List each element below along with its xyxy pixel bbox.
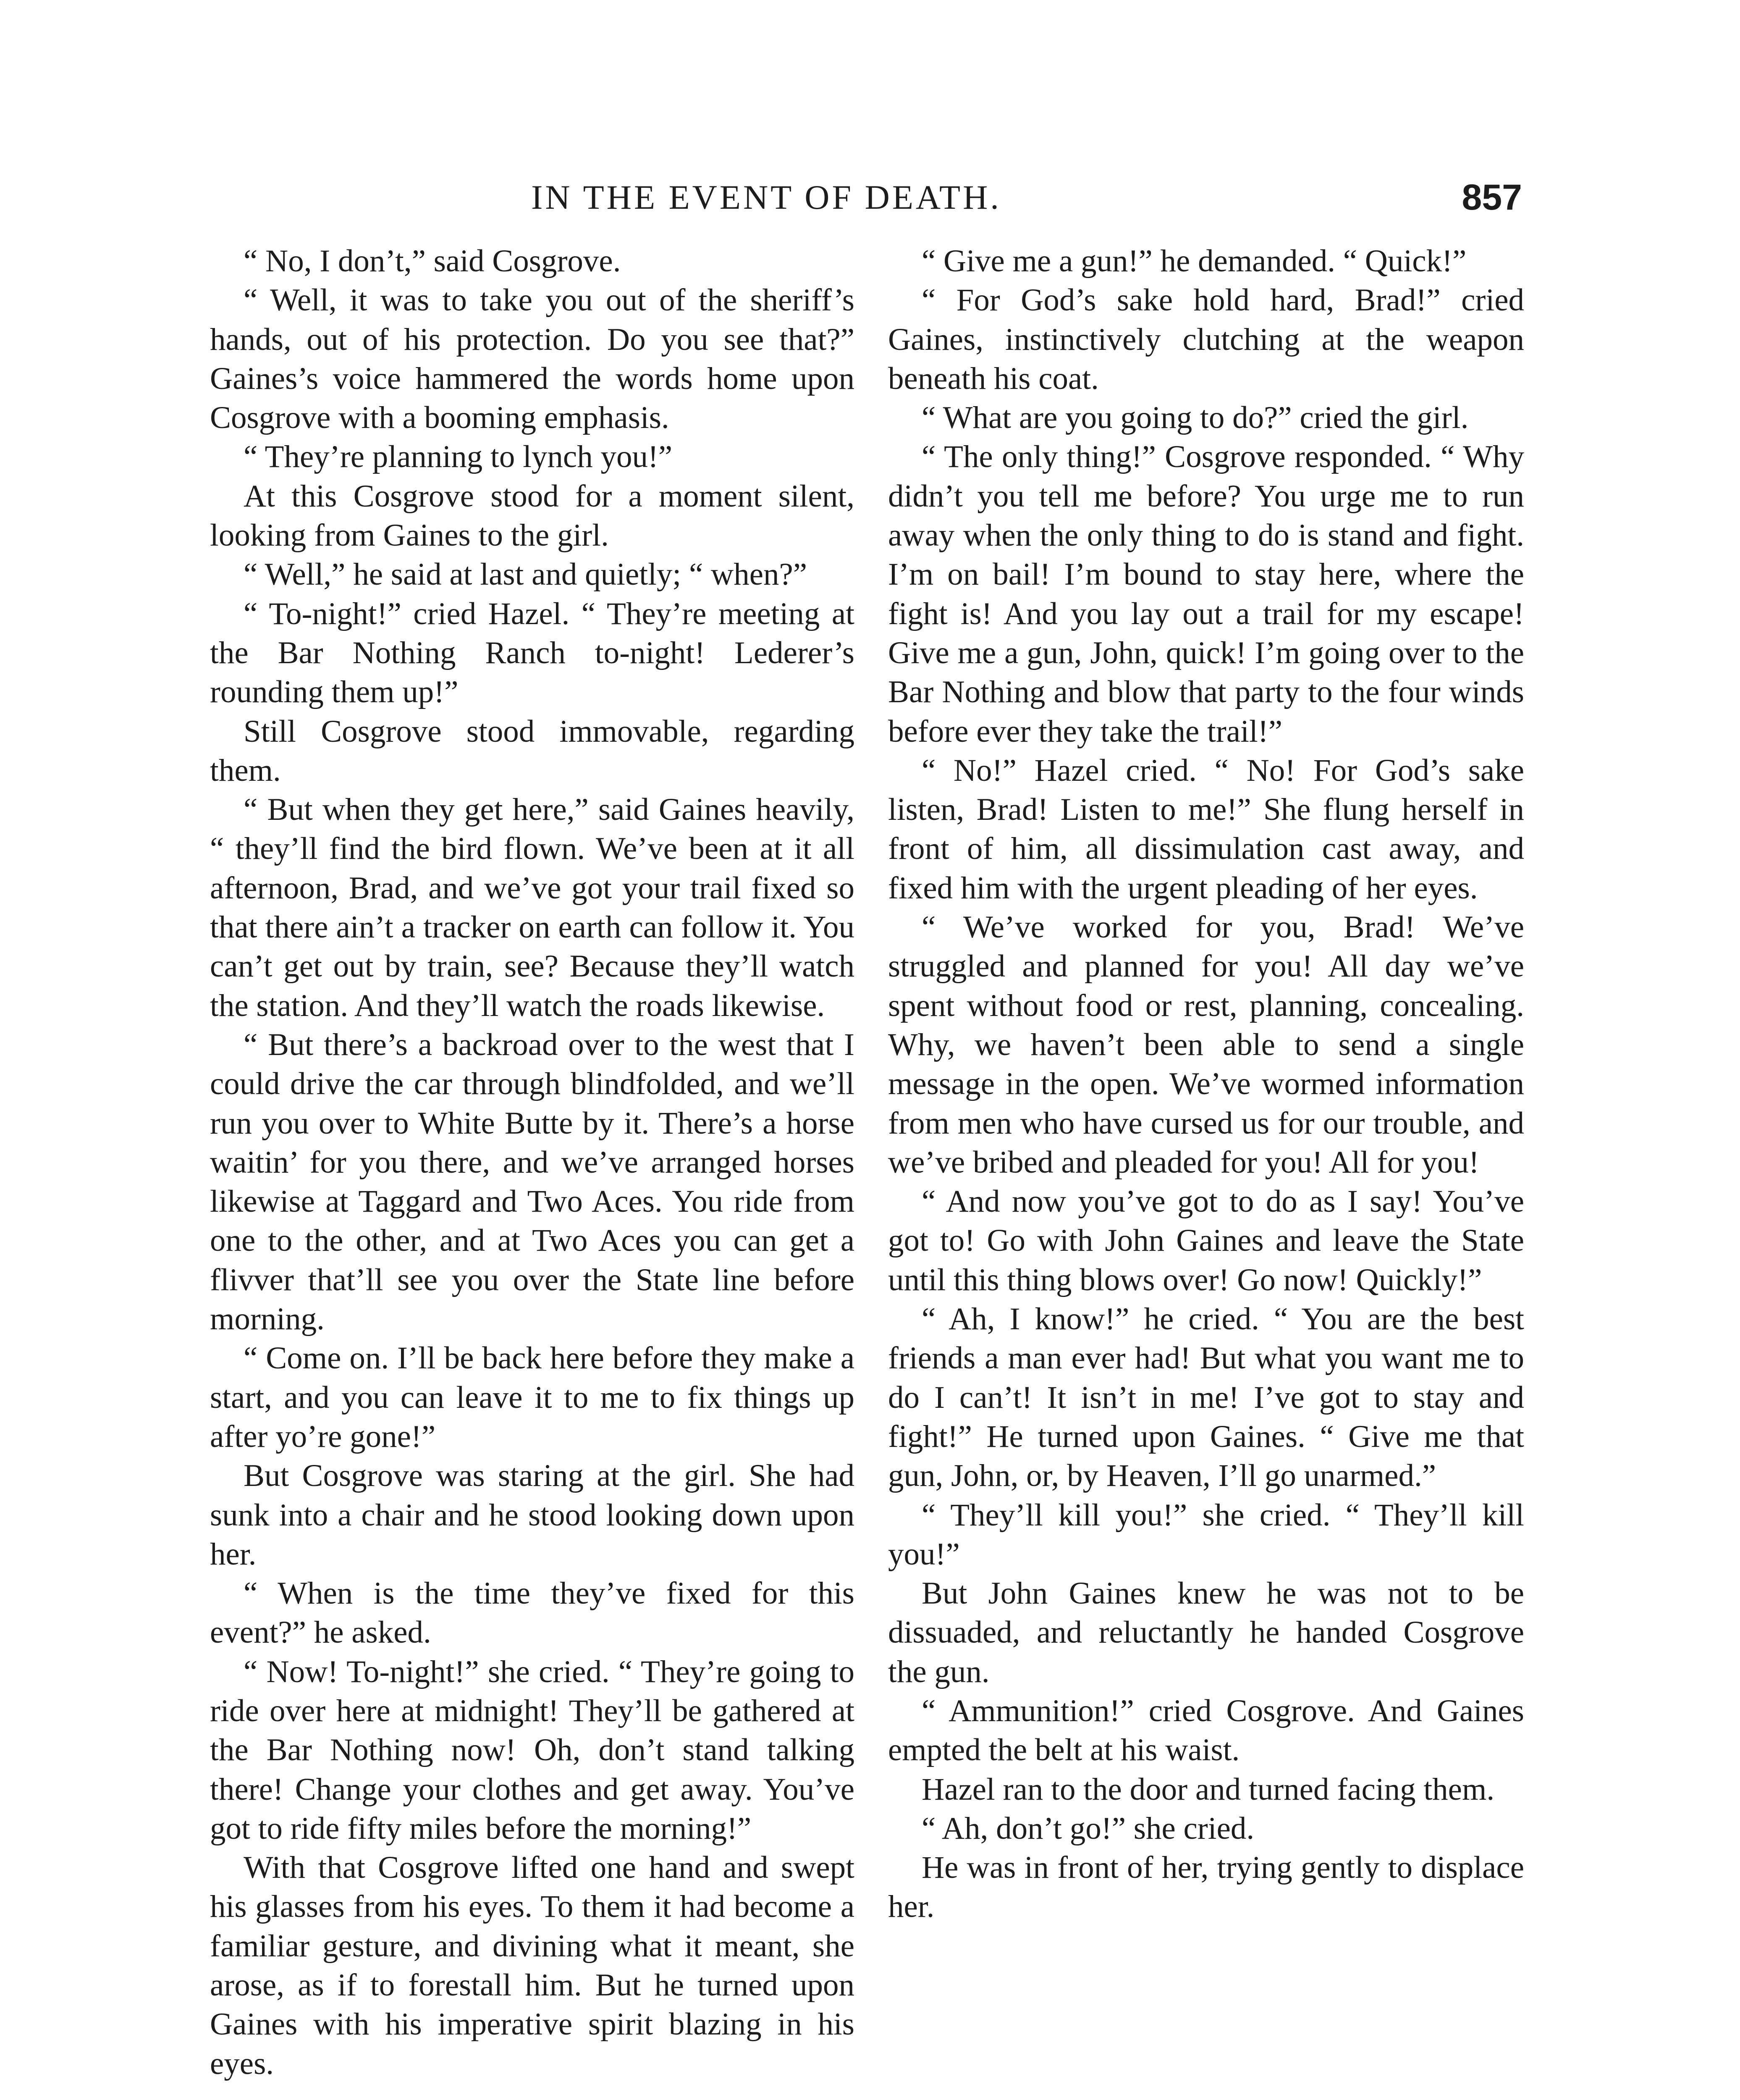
paragraph: “ Ah, I know!” he cried. “ You are the best friends a man ever had! But what you want me to do I can’t! It isn’t in me! I’ve got to stay and fight!” He turned upon Gaines. “ Give me that gun, John, or, by Heaven, I’ll go unarmed.” <box>888 1302 1524 1494</box>
paragraph: “ They’ll kill you!” she cried. “ They’ll kill you!” <box>888 1497 1524 1572</box>
paragraph: “ Well,” he said at last and quietly; “ when?” <box>244 557 807 592</box>
paragraph: “ Come on. I’ll be back here before they make a start, and you can leave it to me to fix things up after yo’re gone!” <box>210 1341 854 1454</box>
paragraph: “ When is the time they’ve fixed for this event?” he asked. <box>210 1576 854 1650</box>
paragraph: “ But there’s a backroad over to the west that I could drive the car through blindfolded, and we’ll run you over to White Butte by it. There’s a horse waitin’ for you there, and we’ve arranged horses likewise at Taggard and Two Aces. You ride from one to the other, and at Two Aces you can get a flivver that’ll see you over the State line before morning. <box>210 1027 854 1337</box>
paragraph: “ No!” Hazel cried. “ No! For God’s sake listen, Brad! Listen to me!” She flung herself in front of him, all dissimulation cast away, and fixed him with the urgent pleading of her eyes. <box>888 753 1524 906</box>
paragraph: “ For God’s sake hold hard, Brad!” cried Gaines, instinctively clutching at the weapon beneath his coat. <box>888 283 1524 396</box>
paragraph: “ Ammunition!” cried Cosgrove. And Gaines empted the belt at his waist. <box>888 1693 1524 1768</box>
right-column <box>888 242 1524 1927</box>
paragraph: “ Give me a gun!” he demanded. “ Quick!” <box>922 244 1467 278</box>
paragraph: He was in front of her, trying gently to displace her. <box>888 1850 1524 1924</box>
paragraph: But Cosgrove was staring at the girl. She had sunk into a chair and he stood looking down upon her. <box>210 1458 854 1572</box>
paragraph: “ Ah, don’t go!” she cried. <box>922 1811 1255 1846</box>
paragraph: “ To-night!” cried Hazel. “ They’re meeting at the Bar Nothing Ranch to-night! Lederer’s rounding them up!” <box>210 596 854 710</box>
left-column <box>210 242 854 2083</box>
page-header <box>210 170 1522 225</box>
paragraph: “ Well, it was to take you out of the sheriff’s hands, out of his protection. Do you see that?” Gaines’s voice hammered the words home upon Cosgrove with a booming emphasis. <box>210 283 854 436</box>
paragraph: But John Gaines knew he was not to be dissuaded, and reluctantly he handed Cosgrove the gun. <box>888 1576 1524 1689</box>
paragraph: At this Cosgrove stood for a moment silent, looking from Gaines to the girl. <box>210 478 854 553</box>
paragraph: Hazel ran to the door and turned facing them. <box>922 1772 1495 1807</box>
paragraph: “ What are you going to do?” cried the girl. <box>922 400 1469 436</box>
paragraph: With that Cosgrove lifted one hand and swept his glasses from his eyes. To them it had become a familiar gesture, and divining what it meant, she arose, as if to forestall him. But he turned upon Gaines with his imperative spirit blazing in his eyes. <box>210 1850 854 2081</box>
paragraph: “ Now! To-night!” she cried. “ They’re going to ride over here at midnight! They’ll be gathered at the Bar Nothing now! Oh, don’t stand talking there! Change your clothes and get away. You’ve got to ride fifty miles before the morning!” <box>210 1654 854 1846</box>
paragraph: “ We’ve worked for you, Brad! We’ve struggled and planned for you! All day we’ve spent without food or rest, planning, concealing. Why, we haven’t been able to send a single message in the open. We’ve wormed information from men who have cursed us for our trouble, and we’ve bribed and pleaded for you! All for you! <box>888 910 1524 1180</box>
paragraph: “ No, I don’t,” said Cosgrove. <box>244 244 621 278</box>
running-title: IN THE EVENT OF DEATH. <box>531 178 1001 216</box>
page-number: 857 <box>1462 177 1522 218</box>
paragraph: “ The only thing!” Cosgrove responded. “ Why didn’t you tell me before? You urge me to run away when the only thing to do is stand and fight. I’m on bail! I’m bound to stay here, where the fight is! And you lay out a trail for my escape! Give me a gun, John, quick! I’m going over to the Bar Nothing and blow that party to the four winds before ever they take the trail!” <box>888 439 1524 749</box>
paragraph: “ But when they get here,” said Gaines heavily, “ they’ll find the bird flown. We’ve been at it all afternoon, Brad, and we’ve got your trail fixed so that there ain’t a tracker on earth can follow it. You can’t get out by train, see? Because they’ll watch the station. And they’ll watch the roads likewise. <box>210 792 854 1023</box>
paragraph: “ They’re planning to lynch you!” <box>244 439 673 475</box>
paragraph: “ And now you’ve got to do as I say! You’ve got to! Go with John Gaines and leave the State until this thing blows over! Go now! Quickly!” <box>888 1184 1524 1297</box>
paragraph: Still Cosgrove stood immovable, regarding them. <box>210 714 854 788</box>
